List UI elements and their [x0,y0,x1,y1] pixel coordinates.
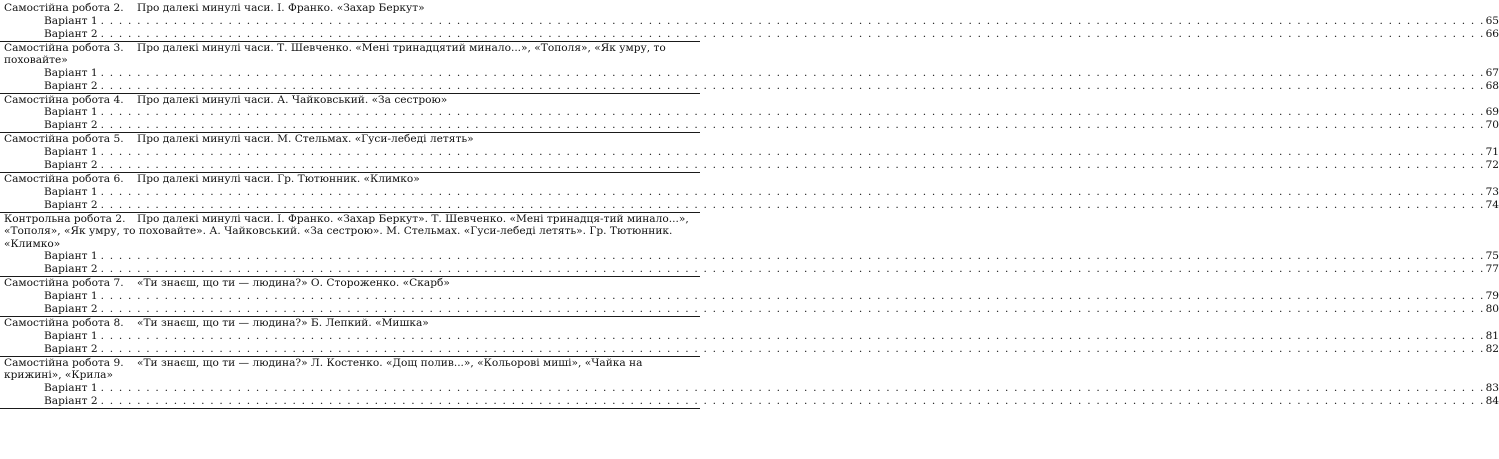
dot-leader: . . . . . . . . . . . . . . . . . . . . . . . . . . . . . . . . . . . . . . . . . . . . . . . . . . . . . . . . . . . . . . . . . . . . . . . . . . . . . . . . . . . . . . . . . . . . . . . . . . . . . . . . . . . . . . . . . . . . . . . . . . . . . . . . . . . . . . . . . . . . . . . . . . . . . . . . [100,79,1485,92]
toc-entry[interactable] [0,342,1499,356]
toc-entry[interactable] [0,185,1499,199]
toc-entry[interactable] [0,119,1499,132]
section-title: Про далекі минулі часи. М. Стельмах. «Гуси-лебеді летять» [137,133,474,146]
dot-leader: . . . . . . . . . . . . . . . . . . . . . . . . . . . . . . . . . . . . . . . . . . . . . . . . . . . . . . . . . . . . . . . . . . . . . . . . . . . . . . . . . . . . . . . . . . . . . . . . . . . . . . . . . . . . . . . . . . . . . . . . . . . . . . . . . . . . . . . . . . . . . . . . . . . . . . . . [100,381,1485,394]
variant-label: Варіант 2 [44,263,98,276]
variant-label: Варіант 1 [44,250,98,263]
section-title: «Ти знаєш, що ти — людина?» Л. Костенко. «Дощ полив...», «Кольорові миші», «Чайка на крижині», «Крила» [4,356,643,382]
dot-leader: . . . . . . . . . . . . . . . . . . . . . . . . . . . . . . . . . . . . . . . . . . . . . . . . . . . . . . . . . . . . . . . . . . . . . . . . . . . . . . . . . . . . . . . . . . . . . . . . . . . . . . . . . . . . . . . . . . . . . . . . . . . . . . . . . . . . . . . . . . . . . . . . . . . . . . . . [100,27,1485,40]
section-heading [0,277,700,290]
toc-section [0,41,1499,94]
toc-entry[interactable] [0,394,1499,408]
dot-leader: . . . . . . . . . . . . . . . . . . . . . . . . . . . . . . . . . . . . . . . . . . . . . . . . . . . . . . . . . . . . . . . . . . . . . . . . . . . . . . . . . . . . . . . . . . . . . . . . . . . . . . . . . . . . . . . . . . . . . . . . . . . . . . . . . . . . . . . . . . . . . . . . . . . . . . . . [100,342,1485,355]
variant-label: Варіант 1 [44,329,98,342]
toc-entry[interactable] [0,145,1499,159]
toc-entry[interactable] [0,250,1499,263]
section-label: Самостійна робота 8. [4,316,124,329]
toc-entry[interactable] [0,329,1499,343]
section-title: Про далекі минулі часи. Т. Шевченко. «Мені тринадцятий минало...», «Тополя», «Як умру, то поховайте» [4,41,666,67]
toc-section [0,93,1499,134]
section-heading [0,94,700,107]
toc-entry[interactable] [0,14,1499,28]
toc-entry[interactable] [0,106,1499,119]
toc-entry[interactable] [0,79,1499,93]
variant-label: Варіант 2 [44,302,98,315]
variant-label: Варіант 2 [44,27,98,40]
section-label: Самостійна робота 4. [4,93,124,106]
page-number: 75 [1485,250,1499,263]
toc-section [0,133,1499,173]
page-number: 73 [1485,185,1499,198]
toc-section [0,277,1499,317]
variant-label: Варіант 1 [44,66,98,79]
page-number: 79 [1485,289,1499,302]
page-number: 66 [1485,27,1499,40]
variant-label: Варіант 2 [44,394,98,407]
variant-label: Варіант 1 [44,381,98,394]
section-label: Самостійна робота 2. [4,2,124,14]
page-number: 74 [1485,198,1499,211]
dot-leader: . . . . . . . . . . . . . . . . . . . . . . . . . . . . . . . . . . . . . . . . . . . . . . . . . . . . . . . . . . . . . . . . . . . . . . . . . . . . . . . . . . . . . . . . . . . . . . . . . . . . . . . . . . . . . . . . . . . . . . . . . . . . . . . . . . . . . . . . . . . . . . . . . . . . . . . . [100,66,1485,79]
page-number: 72 [1485,158,1499,171]
page-number: 81 [1485,329,1499,342]
section-heading [0,213,700,251]
toc-section [0,356,1499,409]
toc-section [0,172,1499,213]
dot-leader: . . . . . . . . . . . . . . . . . . . . . . . . . . . . . . . . . . . . . . . . . . . . . . . . . . . . . . . . . . . . . . . . . . . . . . . . . . . . . . . . . . . . . . . . . . . . . . . . . . . . . . . . . . . . . . . . . . . . . . . . . . . . . . . . . . . . . . . . . . . . . . . . . . . . . . . . [100,14,1485,27]
variant-label: Варіант 1 [44,185,98,198]
toc-entry[interactable] [0,263,1499,276]
section-title: Про далекі минулі часи. А. Чайковський. «За сестрою» [137,93,448,106]
dot-leader: . . . . . . . . . . . . . . . . . . . . . . . . . . . . . . . . . . . . . . . . . . . . . . . . . . . . . . . . . . . . . . . . . . . . . . . . . . . . . . . . . . . . . . . . . . . . . . . . . . . . . . . . . . . . . . . . . . . . . . . . . . . . . . . . . . . . . . . . . . . . . . . . . . . . . . . . [100,250,1485,263]
toc-section [0,212,1499,278]
page-number: 71 [1485,145,1499,158]
dot-leader: . . . . . . . . . . . . . . . . . . . . . . . . . . . . . . . . . . . . . . . . . . . . . . . . . . . . . . . . . . . . . . . . . . . . . . . . . . . . . . . . . . . . . . . . . . . . . . . . . . . . . . . . . . . . . . . . . . . . . . . . . . . . . . . . . . . . . . . . . . . . . . . . . . . . . . . . [100,302,1485,315]
dot-leader: . . . . . . . . . . . . . . . . . . . . . . . . . . . . . . . . . . . . . . . . . . . . . . . . . . . . . . . . . . . . . . . . . . . . . . . . . . . . . . . . . . . . . . . . . . . . . . . . . . . . . . . . . . . . . . . . . . . . . . . . . . . . . . . . . . . . . . . . . . . . . . . . . . . . . . . . [100,158,1485,171]
variant-label: Варіант 2 [44,342,98,355]
variant-label: Варіант 2 [44,158,98,171]
section-label: Самостійна робота 6. [4,172,124,185]
variant-label: Варіант 1 [44,14,98,27]
section-heading [0,133,700,146]
dot-leader: . . . . . . . . . . . . . . . . . . . . . . . . . . . . . . . . . . . . . . . . . . . . . . . . . . . . . . . . . . . . . . . . . . . . . . . . . . . . . . . . . . . . . . . . . . . . . . . . . . . . . . . . . . . . . . . . . . . . . . . . . . . . . . . . . . . . . . . . . . . . . . . . . . . . . . . . [100,263,1485,276]
page-number: 83 [1485,381,1499,394]
section-label: Самостійна робота 9. [4,356,124,369]
section-label: Контрольна робота 2. [4,212,126,225]
section-heading [0,357,700,382]
dot-leader: . . . . . . . . . . . . . . . . . . . . . . . . . . . . . . . . . . . . . . . . . . . . . . . . . . . . . . . . . . . . . . . . . . . . . . . . . . . . . . . . . . . . . . . . . . . . . . . . . . . . . . . . . . . . . . . . . . . . . . . . . . . . . . . . . . . . . . . . . . . . . . . . . . . . . . . . [100,289,1485,302]
section-heading [0,2,700,15]
page-number: 82 [1485,342,1499,355]
dot-leader: . . . . . . . . . . . . . . . . . . . . . . . . . . . . . . . . . . . . . . . . . . . . . . . . . . . . . . . . . . . . . . . . . . . . . . . . . . . . . . . . . . . . . . . . . . . . . . . . . . . . . . . . . . . . . . . . . . . . . . . . . . . . . . . . . . . . . . . . . . . . . . . . . . . . . . . . [100,145,1485,158]
dot-leader: . . . . . . . . . . . . . . . . . . . . . . . . . . . . . . . . . . . . . . . . . . . . . . . . . . . . . . . . . . . . . . . . . . . . . . . . . . . . . . . . . . . . . . . . . . . . . . . . . . . . . . . . . . . . . . . . . . . . . . . . . . . . . . . . . . . . . . . . . . . . . . . . . . . . . . . . [100,185,1485,198]
page-number: 68 [1485,79,1499,92]
toc-entry[interactable] [0,302,1499,316]
section-heading [0,317,700,330]
variant-label: Варіант 1 [44,145,98,158]
section-title: Про далекі минулі часи. І. Франко. «Захар Беркут» [137,2,425,14]
page-number: 77 [1485,263,1499,276]
page-number: 80 [1485,302,1499,315]
section-label: Самостійна робота 7. [4,277,124,290]
dot-leader: . . . . . . . . . . . . . . . . . . . . . . . . . . . . . . . . . . . . . . . . . . . . . . . . . . . . . . . . . . . . . . . . . . . . . . . . . . . . . . . . . . . . . . . . . . . . . . . . . . . . . . . . . . . . . . . . . . . . . . . . . . . . . . . . . . . . . . . . . . . . . . . . . . . . . . . . [100,198,1485,211]
variant-label: Варіант 1 [44,289,98,302]
dot-leader: . . . . . . . . . . . . . . . . . . . . . . . . . . . . . . . . . . . . . . . . . . . . . . . . . . . . . . . . . . . . . . . . . . . . . . . . . . . . . . . . . . . . . . . . . . . . . . . . . . . . . . . . . . . . . . . . . . . . . . . . . . . . . . . . . . . . . . . . . . . . . . . . . . . . . . . . [100,394,1485,407]
dot-leader: . . . . . . . . . . . . . . . . . . . . . . . . . . . . . . . . . . . . . . . . . . . . . . . . . . . . . . . . . . . . . . . . . . . . . . . . . . . . . . . . . . . . . . . . . . . . . . . . . . . . . . . . . . . . . . . . . . . . . . . . . . . . . . . . . . . . . . . . . . . . . . . . . . . . . . . . [100,329,1485,342]
toc-entry[interactable] [0,198,1499,212]
toc-entry[interactable] [0,289,1499,303]
section-title: Про далекі минулі часи. І. Франко. «Захар Беркут». Т. Шевченко. «Мені тринадця-тий минало...», «Тополя», «Як умру, то поховайте». А. Чайковський. «За сестрою». М. Стельмах. «Гуси-лебеді летять». Гр. Тютюнник. «Климко» [4,212,689,250]
section-title: «Ти знаєш, що ти — людина?» О. Стороженко. «Скарб» [137,277,450,290]
variant-label: Варіант 2 [44,198,98,211]
page-number: 67 [1485,66,1499,79]
dot-leader: . . . . . . . . . . . . . . . . . . . . . . . . . . . . . . . . . . . . . . . . . . . . . . . . . . . . . . . . . . . . . . . . . . . . . . . . . . . . . . . . . . . . . . . . . . . . . . . . . . . . . . . . . . . . . . . . . . . . . . . . . . . . . . . . . . . . . . . . . . . . . . . . . . . . . . . . [100,106,1485,119]
page-number: 65 [1485,14,1499,27]
section-label: Самостійна робота 5. [4,133,124,146]
variant-label: Варіант 2 [44,79,98,92]
section-title: «Ти знаєш, що ти — людина?» Б. Лепкий. «Мишка» [137,316,429,329]
toc-section [0,316,1499,357]
page-number: 84 [1485,394,1499,407]
page-number: 69 [1485,106,1499,119]
section-heading [0,42,700,67]
page-number: 70 [1485,119,1499,132]
section-title: Про далекі минулі часи. Гр. Тютюнник. «Климко» [137,172,420,185]
section-heading [0,173,700,186]
toc-entry[interactable] [0,66,1499,80]
toc-entry[interactable] [0,27,1499,41]
dot-leader: . . . . . . . . . . . . . . . . . . . . . . . . . . . . . . . . . . . . . . . . . . . . . . . . . . . . . . . . . . . . . . . . . . . . . . . . . . . . . . . . . . . . . . . . . . . . . . . . . . . . . . . . . . . . . . . . . . . . . . . . . . . . . . . . . . . . . . . . . . . . . . . . . . . . . . . . [100,119,1485,132]
variant-label: Варіант 2 [44,119,98,132]
toc-section [0,0,1499,42]
variant-label: Варіант 1 [44,106,98,119]
section-label: Самостійна робота 3. [4,41,124,54]
toc-entry[interactable] [0,158,1499,172]
toc-entry[interactable] [0,381,1499,395]
